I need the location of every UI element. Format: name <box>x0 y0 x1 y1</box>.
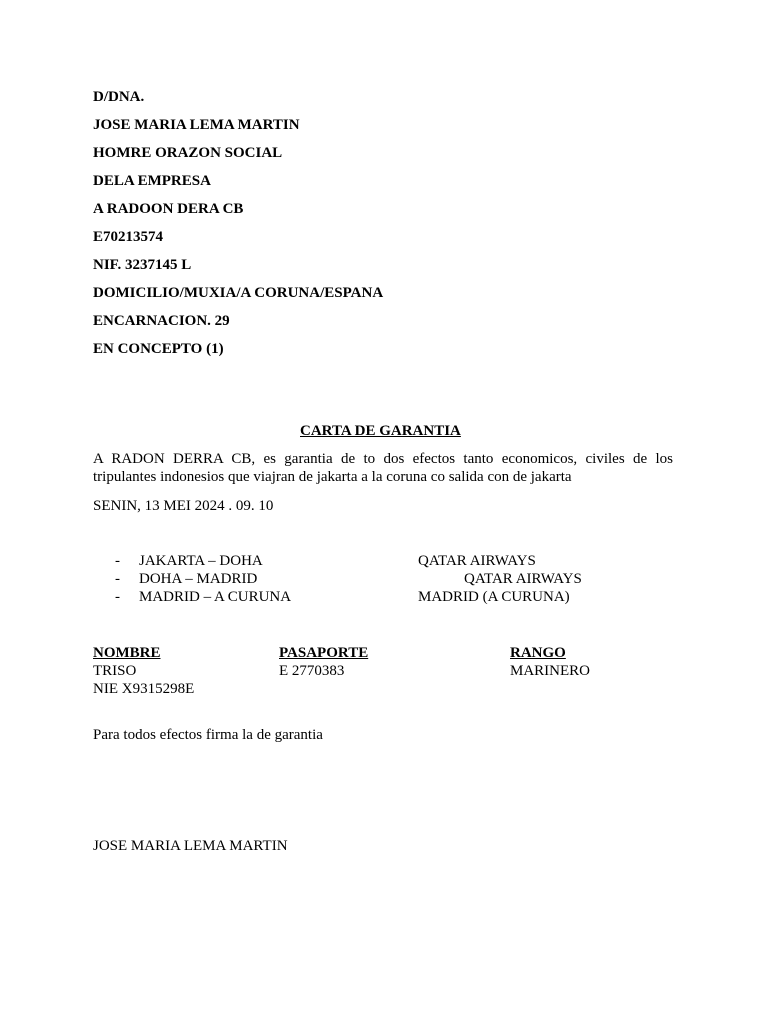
column-header-rango: RANGO <box>510 645 566 661</box>
letter-title: CARTA DE GARANTIA <box>300 423 461 439</box>
route-carrier: QATAR AIRWAYS <box>418 553 536 569</box>
list-bullet: - <box>115 553 120 569</box>
route-segment: JAKARTA – DOHA <box>139 553 263 569</box>
header-line: D/DNA. <box>93 89 145 105</box>
header-line: JOSE MARIA LEMA MARTIN <box>93 117 300 133</box>
header-line: DOMICILIO/MUXIA/A CORUNA/ESPANA <box>93 285 384 301</box>
list-bullet: - <box>115 571 120 587</box>
crew-name: TRISO <box>93 663 137 679</box>
list-bullet: - <box>115 589 120 605</box>
header-line: DELA EMPRESA <box>93 173 211 189</box>
header-line: EN CONCEPTO (1) <box>93 341 224 357</box>
letter-body: A RADON DERRA CB, es garantia de to dos efectos tanto economicos, civiles de los tripulantes indonesios que viajran de jakarta a la coruna co salida con de jakarta <box>93 451 673 485</box>
letter-date: SENIN, 13 MEI 2024 . 09. 10 <box>93 498 274 514</box>
route-carrier: QATAR AIRWAYS <box>464 571 582 587</box>
crew-nie: NIE X9315298E <box>93 681 195 697</box>
column-header-pasaporte: PASAPORTE <box>279 645 369 661</box>
closing-text: Para todos efectos firma la de garantia <box>93 727 323 743</box>
header-line: A RADOON DERA CB <box>93 201 244 217</box>
route-segment: DOHA – MADRID <box>139 571 258 587</box>
column-header-nombre: NOMBRE <box>93 645 161 661</box>
route-carrier: MADRID (A CURUNA) <box>418 589 570 605</box>
header-line: NIF. 3237145 L <box>93 257 192 273</box>
route-segment: MADRID – A CURUNA <box>139 589 292 605</box>
header-line: ENCARNACION. 29 <box>93 313 230 329</box>
header-line: E70213574 <box>93 229 164 245</box>
crew-passport: E 2770383 <box>279 663 345 679</box>
signature-name: JOSE MARIA LEMA MARTIN <box>93 838 288 854</box>
crew-rank: MARINERO <box>510 663 591 679</box>
header-line: HOMRE ORAZON SOCIAL <box>93 145 283 161</box>
